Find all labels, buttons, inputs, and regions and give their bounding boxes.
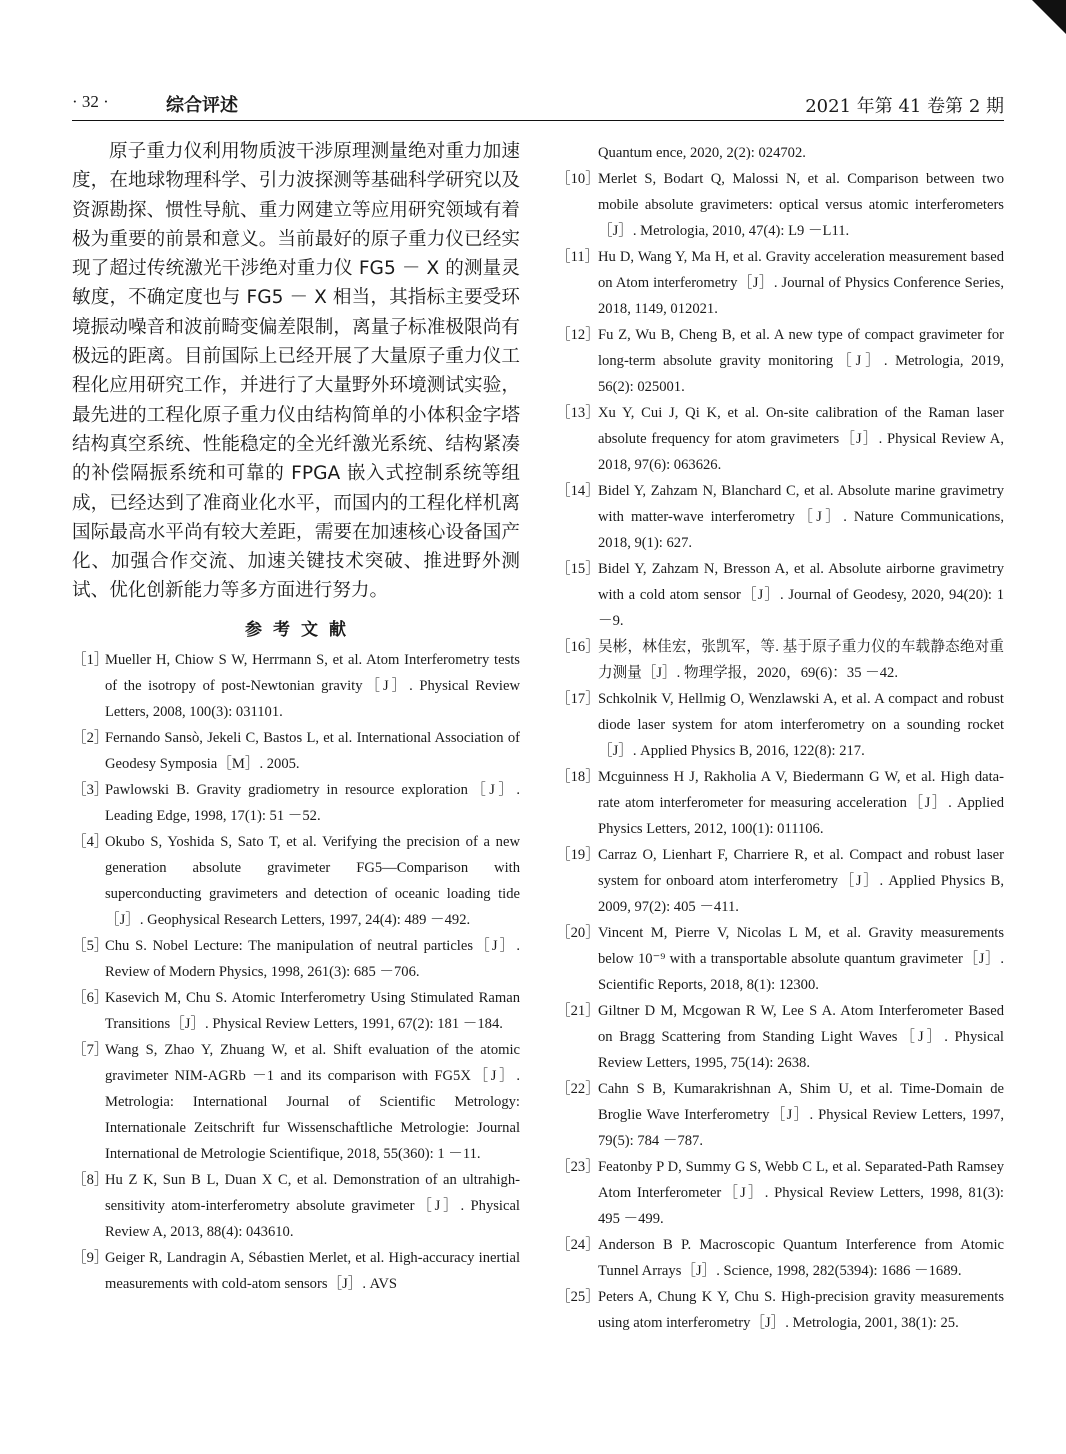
reference-number: ［17］ — [556, 691, 600, 707]
reference-text: Mcguinness H J, Rakholia A V, Biedermann G W, et al. High data-rate atom interferometer for measuring acceleration［J］. Applied Physics Letters, 2012, 100(1): 011106. — [598, 769, 1004, 837]
reference-number: ［19］ — [556, 847, 600, 863]
reference-list-left — [72, 647, 520, 1297]
reference-number: ［21］ — [556, 1003, 600, 1019]
reference-list-right — [556, 140, 1004, 1336]
reference-item — [72, 1037, 520, 1167]
reference-number: ［25］ — [556, 1289, 600, 1305]
journal-issue: 2021 年第 41 卷第 2 期 — [805, 96, 1004, 117]
reference-item — [72, 647, 520, 725]
reference-text: Vincent M, Pierre V, Nicolas L M, et al. Gravity measurements below 10⁻⁹ with a transportable absolute quantum gravimeter［J］. Scientific Reports, 2018, 8(1): 12300. — [598, 925, 1004, 993]
reference-number: ［23］ — [556, 1159, 600, 1175]
reference-text: Pawlowski B. Gravity gradiometry in resource exploration［J］. Leading Edge, 1998, 17(1): 51 －52. — [105, 781, 520, 824]
reference-text: Giltner D M, Mcgowan R W, Lee S A. Atom Interferometer Based on Bragg Scattering from Standing Light Waves［J］. Physical Review Letters, 1995, 75(14): 2638. — [598, 1003, 1004, 1071]
reference-text: Fernando Sansò, Jekeli C, Bastos L, et al. International Association of Geodesy Symposia［M］. 2005. — [105, 729, 520, 772]
reference-item — [556, 478, 1004, 556]
right-column — [556, 140, 1004, 1336]
reference-number: ［20］ — [556, 925, 600, 941]
reference-number: ［8］ — [72, 1171, 109, 1188]
reference-number: ［4］ — [72, 833, 109, 850]
page-number: · 32 · — [72, 92, 109, 111]
reference-number: ［14］ — [556, 483, 600, 499]
reference-text: Featonby P D, Summy G S, Webb C L, et al. Separated-Path Ramsey Atom Interferometer［J］. Physical Review Letters, 1998, 81(3): 495 －499. — [598, 1159, 1004, 1227]
reference-text: Fu Z, Wu B, Cheng B, et al. A new type of compact gravimeter for long-term absolute gravity monitoring［J］. Metrologia, 2019, 56(2): 025001. — [598, 327, 1004, 395]
reference-item — [556, 1232, 1004, 1284]
reference-text: Wang S, Zhao Y, Zhuang W, et al. Shift evaluation of the atomic gravimeter NIM-AGRb －1 and its comparison with FG5X［J］. Metrologia: International Journal of Scientific Metrology: Internationale Zeitschrift fur Wissenschaftliche Metrologie: Journal International de Metrologie Scientifique, 2018, 55(360): 1 －11. — [105, 1041, 520, 1162]
reference-number: ［5］ — [72, 937, 109, 954]
page-corner-mark — [1032, 0, 1066, 34]
reference-number: ［13］ — [556, 405, 600, 421]
reference-text: Hu Z K, Sun B L, Duan X C, et al. Demonstration of an ultrahigh-sensitivity atom-interferometry absolute gravimeter［J］. Physical Review A, 2013, 88(4): 043610. — [105, 1171, 520, 1240]
reference-item — [72, 1245, 520, 1297]
reference-number: ［11］ — [556, 249, 600, 265]
reference-number: ［10］ — [556, 171, 600, 187]
reference-text: Peters A, Chung K Y, Chu S. High-precision gravity measurements using atom interferometry［J］. Metrologia, 2001, 38(1): 25. — [598, 1289, 1004, 1331]
reference-text: Schkolnik V, Hellmig O, Wenzlawski A, et al. A compact and robust diode laser system for atom interferometry on a sounding rocket［J］. Applied Physics B, 2016, 122(8): 217. — [598, 691, 1004, 759]
reference-text: Merlet S, Bodart Q, Malossi N, et al. Comparison between two mobile absolute gravimeters: optical versus atomic interferometers［J］. Metrologia, 2010, 47(4): L9 －L11. — [598, 171, 1004, 239]
header-rule — [72, 120, 1004, 121]
left-column — [72, 137, 520, 1297]
reference-number: ［24］ — [556, 1237, 600, 1253]
reference-text: Anderson B P. Macroscopic Quantum Interference from Atomic Tunnel Arrays［J］. Science, 1998, 282(5394): 1686 －1689. — [598, 1237, 1004, 1279]
reference-item — [556, 842, 1004, 920]
reference-number: ［12］ — [556, 327, 600, 343]
reference-number: ［15］ — [556, 561, 600, 577]
references-heading: 参考文献 — [245, 619, 357, 640]
reference-number: ［3］ — [72, 781, 109, 798]
reference-number: ［18］ — [556, 769, 600, 785]
reference-text: Hu D, Wang Y, Ma H, et al. Gravity acceleration measurement based on Atom interferometry［J］. Journal of Physics Conference Series, 2018, 1149, 012021. — [598, 249, 1004, 317]
reference-item — [556, 400, 1004, 478]
reference-text: Mueller H, Chiow S W, Herrmann S, et al. Atom Interferometry tests of the isotropy of post-Newtonian gravity［J］. Physical Review Letters, 2008, 100(3): 031101. — [105, 651, 520, 720]
reference-text: Okubo S, Yoshida S, Sato T, et al. Verifying the precision of a new generation absolute gravimeter FG5—Comparison with superconducting gravimeters and detection of oceanic loading tide［J］. Geophysical Research Letters, 1997, 24(4): 489 －492. — [105, 833, 520, 928]
reference-item — [556, 244, 1004, 322]
reference-text: 吴彬，林佳宏，张凯军，等. 基于原子重力仪的车载静态绝对重力测量［J］. 物理学报，2020，69(6)：35 －42. — [598, 639, 1004, 681]
reference-item — [556, 556, 1004, 634]
page-header — [72, 92, 1004, 120]
reference-text: Carraz O, Lienhart F, Charriere R, et al. Compact and robust laser system for onboard atom interferometry［J］. Applied Physics B, 2009, 97(2): 405 －411. — [598, 847, 1004, 915]
reference-item — [72, 829, 520, 933]
reference-item — [72, 725, 520, 777]
reference-continuation — [556, 140, 1004, 166]
reference-item — [556, 686, 1004, 764]
section-title: 综合评述 — [166, 95, 238, 116]
reference-number: ［2］ — [72, 729, 109, 746]
reference-item — [72, 1167, 520, 1245]
reference-item — [72, 985, 520, 1037]
reference-text: Xu Y, Cui J, Qi K, et al. On-site calibration of the Raman laser absolute frequency for atom gravimeters［J］. Physical Review A, 2018, 97(6): 063626. — [598, 405, 1004, 473]
reference-number: ［9］ — [72, 1249, 109, 1266]
reference-number: ［6］ — [72, 989, 109, 1006]
reference-number: ［22］ — [556, 1081, 600, 1097]
reference-item — [556, 998, 1004, 1076]
reference-number: ［1］ — [72, 651, 109, 668]
reference-item — [72, 933, 520, 985]
reference-item — [556, 1284, 1004, 1336]
reference-item — [72, 777, 520, 829]
reference-text: Chu S. Nobel Lecture: The manipulation of neutral particles［J］. Review of Modern Physics, 1998, 261(3): 685 －706. — [105, 937, 520, 980]
reference-item — [556, 322, 1004, 400]
reference-item — [556, 764, 1004, 842]
reference-item — [556, 166, 1004, 244]
reference-text: Kasevich M, Chu S. Atomic Interferometry Using Stimulated Raman Transitions［J］. Physical Review Letters, 1991, 67(2): 181 －184. — [105, 989, 520, 1032]
reference-item — [556, 634, 1004, 686]
reference-text: Bidel Y, Zahzam N, Bresson A, et al. Absolute airborne gravimetry with a cold atom sensor［J］. Journal of Geodesy, 2020, 94(20): 1 －9. — [598, 561, 1004, 629]
reference-item — [556, 920, 1004, 998]
reference-text: Bidel Y, Zahzam N, Blanchard C, et al. Absolute marine gravimetry with matter-wave interferometry［J］. Nature Communications, 2018, 9(1): 627. — [598, 483, 1004, 551]
reference-text: Cahn S B, Kumarakrishnan A, Shim U, et al. Time-Domain de Broglie Wave Interferometry［J］. Physical Review Letters, 1997, 79(5): 784 －787. — [598, 1081, 1004, 1149]
reference-continuation-text: Quantum ence, 2020, 2(2): 024702. — [598, 145, 806, 161]
reference-number: ［7］ — [72, 1041, 109, 1058]
body-paragraph: 原子重力仪利用物质波干涉原理测量绝对重力加速度，在地球物理科学、引力波探测等基础科学研究以及资源勘探、惯性导航、重力网建立等应用研究领域有着极为重要的前景和意义。当前最好的原子重力仪已经实现了超过传统激光干涉绝对重力仪 FG5 － X 的测量灵敏度，不确定度也与 FG5 － X 相当，其指标主要受环境振动噪音和波前畸变偏差限制，离量子标准极限尚有极远的距离。目前国际上已经开展了大量原子重力仪工程化应用研究工作，并进行了大量野外环境测试实验，最先进的工程化原子重力仪由结构简单的小体积金字塔结构真空系统、性能稳定的全光纤激光系统、结构紧凑的补偿隔振系统和可靠的 FPGA 嵌入式控制系统等组成，已经达到了准商业化水平，而国内的工程化样机离国际最高水平尚有较大差距，需要在加速核心设备国产化、加强合作交流、加速关键技术突破、推进野外测试、优化创新能力等多方面进行努力。 — [72, 141, 520, 602]
reference-number: ［16］ — [556, 639, 600, 655]
reference-text: Geiger R, Landragin A, Sébastien Merlet, et al. High-accuracy inertial measurements with cold-atom sensors［J］. AVS — [105, 1249, 520, 1292]
reference-item — [556, 1076, 1004, 1154]
reference-item — [556, 1154, 1004, 1232]
